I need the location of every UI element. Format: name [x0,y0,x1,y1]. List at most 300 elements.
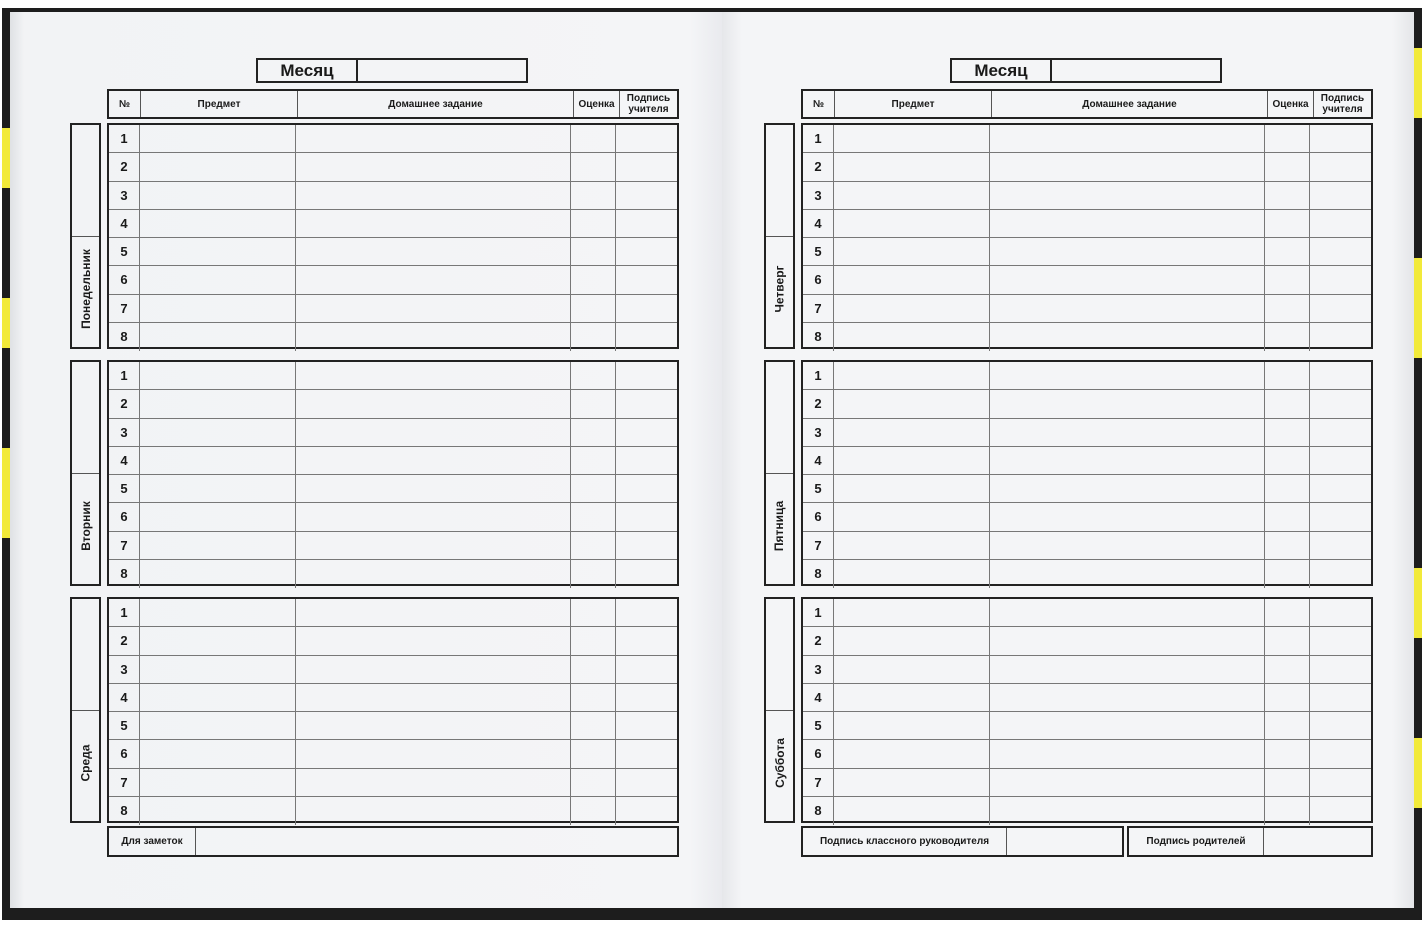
signature-cell[interactable] [1310,599,1371,626]
homework-cell[interactable] [990,419,1265,446]
grade-cell[interactable] [1265,323,1310,351]
homework-cell[interactable] [990,656,1265,683]
homework-cell[interactable] [990,532,1265,559]
month-field[interactable] [358,60,526,81]
day-name-label: Вторник [78,501,93,551]
subject-cell[interactable] [834,769,990,796]
grade-cell[interactable] [571,266,616,293]
grade-cell[interactable] [1265,769,1310,796]
subject-cell[interactable] [834,390,990,417]
subject-cell[interactable] [834,712,990,739]
table-row [803,503,1371,531]
signature-cell[interactable] [616,503,677,530]
signature-cell[interactable] [1310,532,1371,559]
lesson-number: 1 [803,599,834,626]
subject-cell[interactable] [140,447,296,474]
lesson-number: 7 [803,532,834,559]
signature-cell[interactable] [1310,627,1371,654]
day-name [764,713,795,813]
homework-cell[interactable] [296,769,571,796]
lesson-number: 8 [109,797,140,825]
homework-cell[interactable] [296,503,571,530]
grade-cell[interactable] [1265,599,1310,626]
lesson-number: 4 [109,447,140,474]
homework-cell[interactable] [296,238,571,265]
day-divider [72,710,99,711]
signature-cell[interactable] [616,153,677,180]
lesson-number: 5 [109,475,140,502]
lesson-number: 3 [109,419,140,446]
homework-cell[interactable] [990,390,1265,417]
table-row [803,532,1371,560]
signature-cell[interactable] [1310,769,1371,796]
signature-cell[interactable] [1310,210,1371,237]
subject-cell[interactable] [834,125,990,152]
table-row [109,560,677,588]
subject-cell[interactable] [834,447,990,474]
lesson-number: 5 [803,475,834,502]
homework-cell[interactable] [296,266,571,293]
subject-cell[interactable] [140,797,296,825]
subject-cell[interactable] [140,599,296,626]
lesson-number: 7 [109,295,140,322]
signature-cell[interactable] [616,712,677,739]
table-row [109,769,677,797]
day-column [70,597,101,823]
day-column [764,597,795,823]
subject-cell[interactable] [140,323,296,351]
table-row [109,797,677,825]
lesson-number: 8 [109,560,140,588]
cover-yellow-mark [2,298,10,348]
lesson-number: 2 [803,627,834,654]
lesson-number: 6 [803,503,834,530]
signature-cell[interactable] [1310,475,1371,502]
homework-cell[interactable] [296,599,571,626]
signature-cell[interactable] [616,475,677,502]
signature-cell[interactable] [1310,323,1371,351]
lesson-number: 5 [803,238,834,265]
grade-cell[interactable] [571,362,616,389]
homework-cell[interactable] [990,797,1265,825]
grade-cell[interactable] [1265,153,1310,180]
homework-cell[interactable] [990,295,1265,322]
homework-cell[interactable] [296,362,571,389]
homework-cell[interactable] [296,475,571,502]
table-row [109,532,677,560]
day-divider [72,473,99,474]
day-divider [766,710,793,711]
grade-cell[interactable] [1265,740,1310,767]
header-subject: Предмет [141,91,298,117]
day-column [70,360,101,586]
grade-cell[interactable] [1265,210,1310,237]
grade-cell[interactable] [1265,419,1310,446]
grade-cell[interactable] [571,656,616,683]
notes-field[interactable] [196,828,677,855]
signature-cell[interactable] [616,797,677,825]
header-homework: Домашнее задание [298,91,574,117]
signature-cell[interactable] [1310,684,1371,711]
grade-cell[interactable] [571,560,616,588]
lesson-number: 8 [803,797,834,825]
grade-cell[interactable] [1265,447,1310,474]
subject-cell[interactable] [834,210,990,237]
table-row [803,560,1371,588]
grade-cell[interactable] [571,153,616,180]
grade-cell[interactable] [571,532,616,559]
signature-cell[interactable] [1310,419,1371,446]
day-name [764,476,795,576]
homework-cell[interactable] [990,362,1265,389]
homework-cell[interactable] [990,599,1265,626]
grade-cell[interactable] [1265,627,1310,654]
table-row [109,740,677,768]
signature-cell[interactable] [1310,295,1371,322]
subject-cell[interactable] [834,599,990,626]
homework-cell[interactable] [990,503,1265,530]
signature-cell[interactable] [616,684,677,711]
grade-cell[interactable] [571,627,616,654]
subject-cell[interactable] [140,182,296,209]
day-column [70,123,101,349]
month-label: Месяц [952,60,1052,81]
homework-cell[interactable] [990,627,1265,654]
grade-cell[interactable] [1265,656,1310,683]
subject-cell[interactable] [834,238,990,265]
lesson-number: 4 [109,210,140,237]
table-row [803,295,1371,323]
lesson-number: 2 [109,153,140,180]
signature-cell[interactable] [1310,125,1371,152]
lesson-number: 1 [109,125,140,152]
grade-cell[interactable] [1265,266,1310,293]
grade-cell[interactable] [571,125,616,152]
homework-cell[interactable] [296,627,571,654]
homework-cell[interactable] [296,532,571,559]
signature-cell[interactable] [1310,560,1371,588]
grade-cell[interactable] [1265,532,1310,559]
signature-cell[interactable] [616,125,677,152]
homework-cell[interactable] [296,419,571,446]
signature-cell[interactable] [616,390,677,417]
signature-cell[interactable] [616,532,677,559]
subject-cell[interactable] [834,182,990,209]
grade-cell[interactable] [571,210,616,237]
homework-cell[interactable] [296,560,571,588]
grade-cell[interactable] [571,740,616,767]
subject-cell[interactable] [834,532,990,559]
lesson-number: 6 [109,740,140,767]
grade-cell[interactable] [1265,712,1310,739]
grade-cell[interactable] [571,475,616,502]
homework-cell[interactable] [990,238,1265,265]
signature-cell[interactable] [616,210,677,237]
grade-cell[interactable] [571,503,616,530]
signature-cell[interactable] [1310,797,1371,825]
lessons-grid [801,123,1373,349]
signature-cell[interactable] [616,419,677,446]
subject-cell[interactable] [834,797,990,825]
signature-cell[interactable] [1310,656,1371,683]
subject-cell[interactable] [834,560,990,588]
homework-cell[interactable] [296,390,571,417]
subject-cell[interactable] [140,125,296,152]
homework-cell[interactable] [296,210,571,237]
subject-cell[interactable] [140,503,296,530]
subject-cell[interactable] [834,362,990,389]
subject-cell[interactable] [140,295,296,322]
class-teacher-label: Подпись классного руководителя [803,828,1007,855]
signature-cell[interactable] [1310,712,1371,739]
subject-cell[interactable] [834,295,990,322]
homework-cell[interactable] [296,295,571,322]
signature-cell[interactable] [616,447,677,474]
homework-cell[interactable] [990,740,1265,767]
signature-cell[interactable] [616,656,677,683]
subject-cell[interactable] [140,238,296,265]
homework-cell[interactable] [990,125,1265,152]
signature-cell[interactable] [616,295,677,322]
subject-cell[interactable] [834,740,990,767]
table-row [109,447,677,475]
table-row [803,419,1371,447]
signature-cell[interactable] [616,238,677,265]
lesson-number: 3 [803,182,834,209]
subject-cell[interactable] [140,210,296,237]
lessons-grid [107,123,679,349]
subject-cell[interactable] [140,769,296,796]
grade-cell[interactable] [571,390,616,417]
parents-label: Подпись родителей [1129,828,1264,855]
subject-cell[interactable] [140,390,296,417]
homework-cell[interactable] [990,153,1265,180]
day-name-label: Пятница [772,500,787,552]
cover-yellow-mark [2,128,10,188]
table-row [803,125,1371,153]
signature-cell[interactable] [1310,153,1371,180]
homework-cell[interactable] [990,769,1265,796]
homework-cell[interactable] [296,712,571,739]
signature-cell[interactable] [1310,447,1371,474]
grade-cell[interactable] [1265,238,1310,265]
signature-cell[interactable] [1310,266,1371,293]
subject-cell[interactable] [140,712,296,739]
month-field[interactable] [1052,60,1220,81]
table-row [803,153,1371,181]
table-row [109,419,677,447]
homework-cell[interactable] [990,475,1265,502]
day-column [764,123,795,349]
homework-cell[interactable] [990,182,1265,209]
lesson-number: 8 [803,323,834,351]
grade-cell[interactable] [1265,684,1310,711]
signature-cell[interactable] [616,599,677,626]
signature-cell[interactable] [1310,503,1371,530]
lesson-number: 6 [803,740,834,767]
grade-cell[interactable] [1265,560,1310,588]
signature-cell[interactable] [616,740,677,767]
grade-cell[interactable] [571,684,616,711]
signature-cell[interactable] [616,627,677,654]
lesson-number: 6 [109,266,140,293]
subject-cell[interactable] [140,656,296,683]
day-name-label: Суббота [772,738,787,788]
lesson-number: 1 [109,362,140,389]
table-row [109,210,677,238]
table-row [803,182,1371,210]
lesson-number: 4 [803,447,834,474]
lesson-number: 5 [109,238,140,265]
cover-yellow-mark [1414,568,1422,638]
signature-cell[interactable] [616,560,677,588]
day-name [70,239,101,339]
table-row [109,390,677,418]
signature-cell[interactable] [616,323,677,351]
subject-cell[interactable] [834,153,990,180]
month-box-left [256,58,528,83]
parents-signature-field[interactable] [1264,828,1371,855]
lessons-grid [107,597,679,823]
grade-cell[interactable] [1265,503,1310,530]
homework-cell[interactable] [296,656,571,683]
day-name [764,239,795,339]
table-row [803,210,1371,238]
homework-cell[interactable] [296,153,571,180]
grade-cell[interactable] [1265,295,1310,322]
month-box-right [950,58,1222,83]
homework-cell[interactable] [296,323,571,351]
grade-cell[interactable] [1265,182,1310,209]
table-row [803,797,1371,825]
subject-cell[interactable] [834,323,990,351]
grade-cell[interactable] [571,419,616,446]
grade-cell[interactable] [571,323,616,351]
subject-cell[interactable] [834,656,990,683]
cover-yellow-mark [1414,48,1422,118]
lesson-number: 8 [803,560,834,588]
lesson-number: 8 [109,323,140,351]
grade-cell[interactable] [571,599,616,626]
homework-cell[interactable] [296,447,571,474]
subject-cell[interactable] [140,627,296,654]
table-row [109,125,677,153]
signature-cell[interactable] [1310,390,1371,417]
header-num: № [109,91,141,117]
table-row [109,475,677,503]
table-row [109,323,677,351]
subject-cell[interactable] [834,475,990,502]
table-row [803,390,1371,418]
grade-cell[interactable] [1265,797,1310,825]
signature-cell[interactable] [616,769,677,796]
subject-cell[interactable] [140,560,296,588]
class-teacher-signature-field[interactable] [1007,828,1122,855]
homework-cell[interactable] [990,266,1265,293]
table-row [109,266,677,294]
subject-cell[interactable] [834,503,990,530]
table-row [803,447,1371,475]
homework-cell[interactable] [296,684,571,711]
table-row [803,266,1371,294]
signature-cell[interactable] [616,266,677,293]
subject-cell[interactable] [834,627,990,654]
subject-cell[interactable] [834,684,990,711]
table-row [109,599,677,627]
subject-cell[interactable] [140,153,296,180]
table-header-right [801,89,1373,119]
subject-cell[interactable] [140,532,296,559]
table-row [109,238,677,266]
subject-cell[interactable] [140,266,296,293]
lesson-number: 6 [803,266,834,293]
table-header-left [107,89,679,119]
table-row [803,684,1371,712]
grade-cell[interactable] [1265,362,1310,389]
header-grade: Оценка [1268,91,1314,117]
homework-cell[interactable] [990,560,1265,588]
grade-cell[interactable] [571,182,616,209]
signature-cell[interactable] [1310,362,1371,389]
grade-cell[interactable] [1265,390,1310,417]
grade-cell[interactable] [571,769,616,796]
homework-cell[interactable] [296,182,571,209]
lesson-number: 2 [109,390,140,417]
subject-cell[interactable] [140,684,296,711]
grade-cell[interactable] [571,238,616,265]
grade-cell[interactable] [1265,125,1310,152]
grade-cell[interactable] [1265,475,1310,502]
subject-cell[interactable] [834,266,990,293]
day-name [70,476,101,576]
signature-cell[interactable] [616,182,677,209]
signature-cell[interactable] [616,362,677,389]
homework-cell[interactable] [990,210,1265,237]
homework-cell[interactable] [296,125,571,152]
subject-cell[interactable] [140,362,296,389]
homework-cell[interactable] [296,740,571,767]
signature-cell[interactable] [1310,182,1371,209]
lesson-number: 4 [109,684,140,711]
lesson-number: 5 [109,712,140,739]
grade-cell[interactable] [571,797,616,825]
table-row [109,503,677,531]
signature-cell[interactable] [1310,238,1371,265]
table-row [803,362,1371,390]
grade-cell[interactable] [571,712,616,739]
lesson-number: 7 [109,769,140,796]
table-row [109,182,677,210]
homework-cell[interactable] [296,797,571,825]
grade-cell[interactable] [571,447,616,474]
homework-cell[interactable] [990,323,1265,351]
subject-cell[interactable] [834,419,990,446]
notes-label: Для заметок [109,828,196,855]
table-row [803,740,1371,768]
lesson-number: 2 [803,390,834,417]
homework-cell[interactable] [990,447,1265,474]
subject-cell[interactable] [140,475,296,502]
subject-cell[interactable] [140,740,296,767]
homework-cell[interactable] [990,712,1265,739]
grade-cell[interactable] [571,295,616,322]
cover-yellow-mark [2,448,10,538]
homework-cell[interactable] [990,684,1265,711]
subject-cell[interactable] [140,419,296,446]
table-row [803,656,1371,684]
signature-cell[interactable] [1310,740,1371,767]
day-name-label: Четверг [772,265,787,313]
